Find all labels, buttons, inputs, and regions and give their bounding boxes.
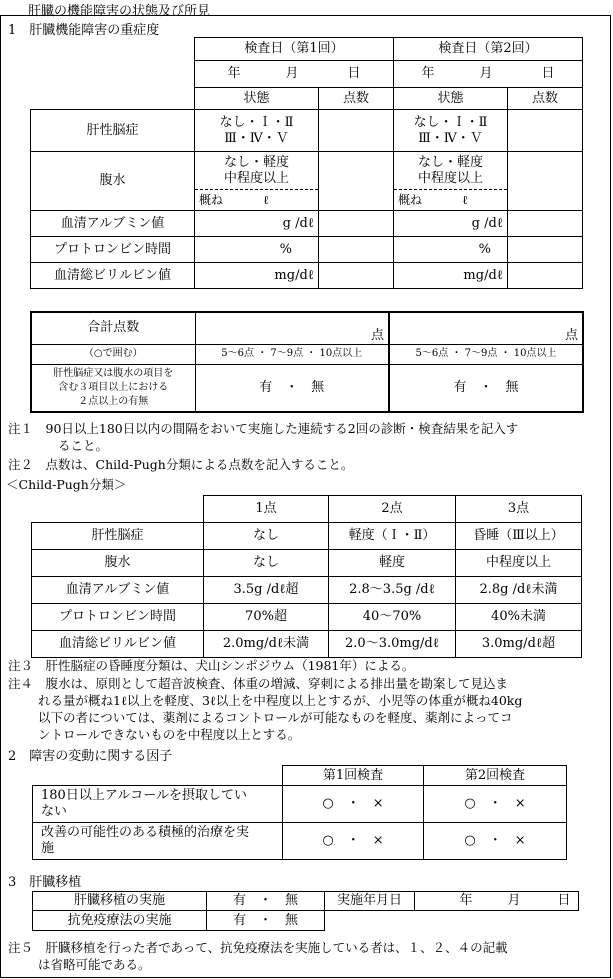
prothrombin-points-1[interactable] [319,237,394,263]
albumin-points-1[interactable] [319,211,394,237]
bilirubin-points-1[interactable] [319,263,394,289]
ascites-points-1[interactable] [319,152,394,211]
ascites-volume-2[interactable]: 概ね ℓ [394,190,508,211]
factor-treatment: 改善の可能性のある積極的治療を実 施 [33,823,283,860]
cp-row-label: 肝性脳症 [32,523,204,550]
cp-header-1: 1点 [204,496,329,523]
cp-cell: 中程度以上 [456,550,582,577]
page-title: 肝臓の機能障害の状態及び所見 [28,4,211,19]
col-points-1: 点数 [319,88,394,110]
bilirubin-value-1[interactable]: mg/dℓ [195,263,319,289]
row-bilirubin: 血清総ビリルビン値 [31,263,195,289]
section1-heading: 1 肝臓機能障害の重症度 [8,23,160,38]
row-prothrombin: プロトロンビン時間 [31,237,195,263]
cp-cell: 2.0mg/dℓ未満 [204,631,329,658]
prothrombin-value-1[interactable]: % [195,237,319,263]
note-4: 注４ 腹水は、原則として超音波検査、体重の増減、穿刺による排出量を勘案して見込ま れる量が概ね1ℓ以上を軽度、3ℓ以上を中程度以上とするが、小児等の体重が概ね40kg 以下の者については、薬剤によるコントロールが可能なものを軽度、薬剤によってコ ントロールできないものを中程度以上とする。 [8,676,523,742]
factors-table [32,765,567,860]
prothrombin-points-2[interactable] [508,237,583,263]
factor-alcohol-2[interactable]: ○ ・ × [424,786,567,823]
total-points-1[interactable]: 点 [195,312,389,344]
cp-cell: 3.5g /dℓ超 [204,577,329,604]
exam1-date-field[interactable]: 年 月 日 [195,61,394,88]
severity-table [30,37,583,289]
encephalopathy-options-2[interactable]: なし・Ｉ・Ⅱ Ⅲ・Ⅳ・Ｖ [394,110,508,152]
exam2-date-field[interactable]: 年 月 日 [394,61,583,88]
total-ranges-1[interactable]: 5〜6点 ・ 7〜9点 ・ 10点以上 [195,344,389,364]
factors-col-2: 第2回検査 [424,766,567,786]
circle-note: （○で囲む） [31,344,195,364]
encephalopathy-options-1[interactable]: なし・Ｉ・Ⅱ Ⅲ・Ⅳ・Ｖ [195,110,319,152]
exam2-header: 検査日（第2回） [394,38,583,61]
cp-cell: 2.0〜3.0mg/dℓ [329,631,456,658]
cp-row-label: 血清総ビリルビン値 [32,631,204,658]
section2-heading: 2 障害の変動に関する因子 [8,749,173,764]
factor-alcohol: 180日以上アルコールを摂取してい ない [33,786,283,823]
cp-row-label: 血清アルブミン値 [32,577,204,604]
ascites-volume-1[interactable]: 概ね ℓ [195,190,319,211]
ascites-points-2[interactable] [508,152,583,211]
col-points-2: 点数 [508,88,583,110]
condition-yes-no-1[interactable]: 有 ・ 無 [195,364,389,412]
cp-cell: 2.8g /dℓ未満 [456,577,582,604]
albumin-value-2[interactable]: g /dℓ [394,211,508,237]
factor-treatment-2[interactable]: ○ ・ × [424,823,567,860]
note-3: 注３ 肝性脳症の昏睡度分類は、犬山シンポジウム（1981年）による。 [8,658,415,673]
factors-col-1: 第1回検査 [283,766,424,786]
bilirubin-points-2[interactable] [508,263,583,289]
transplant-yes-no[interactable]: 有 ・ 無 [207,892,325,911]
immuno-yes-no[interactable]: 有 ・ 無 [207,911,325,931]
cp-cell: 軽度（Ｉ・Ⅱ） [329,523,456,550]
bilirubin-value-2[interactable]: mg/dℓ [394,263,508,289]
cp-header-3: 3点 [456,496,582,523]
total-ranges-2[interactable]: 5〜6点 ・ 7〜9点 ・ 10点以上 [389,344,583,364]
cp-cell: 昏睡（Ⅲ以上） [456,523,582,550]
albumin-points-2[interactable] [508,211,583,237]
cp-header-2: 2点 [329,496,456,523]
condition-yes-no-2[interactable]: 有 ・ 無 [389,364,583,412]
immuno-label: 抗免疫療法の実施 [33,911,207,931]
factor-alcohol-1[interactable]: ○ ・ × [283,786,424,823]
row-encephalopathy: 肝性脳症 [31,110,195,152]
note-2: 注２ 点数は、Child-Pugh分類による点数を記入すること。 [8,457,354,472]
col-state-2: 状態 [394,88,508,110]
condition-label: 肝性脳症又は腹水の項目を 含む３項目以上における ２点以上の有無 [31,364,195,412]
total-label: 合計点数 [31,312,195,344]
cp-row-label: プロトロンビン時間 [32,604,204,631]
child-pugh-title: ＜Child-Pugh分類＞ [6,477,127,492]
transplant-table [32,891,579,931]
ascites-options-1[interactable]: なし・軽度 中程度以上 [195,152,319,190]
transplant-date-label: 実施年月日 [325,892,415,911]
col-state-1: 状態 [195,88,319,110]
encephalopathy-points-1[interactable] [319,110,394,152]
factor-treatment-1[interactable]: ○ ・ × [283,823,424,860]
cp-cell: 2.8〜3.5g /dℓ [329,577,456,604]
encephalopathy-points-2[interactable] [508,110,583,152]
note-5: 注５ 肝臓移植を行った者であって、抗免疫療法を実施している者は、１、２、４の記載 は省略可能である。 [8,940,508,972]
cp-cell: なし [204,550,329,577]
cp-cell: 70%超 [204,604,329,631]
child-pugh-table [31,495,582,658]
cp-row-label: 腹水 [32,550,204,577]
cp-cell: なし [204,523,329,550]
albumin-value-1[interactable]: g /dℓ [195,211,319,237]
ascites-options-2[interactable]: なし・軽度 中程度以上 [394,152,508,190]
transplant-date-field[interactable]: 年 月 日 [415,892,579,911]
exam1-header: 検査日（第1回） [195,38,394,61]
note-1: 注１ 90日以上180日以内の間隔をおいて実施した連続する2回の診断・検査結果を記入す ること。 [8,421,519,453]
total-points-table [30,311,584,413]
cp-cell: 軽度 [329,550,456,577]
section3-heading: 3 肝臓移植 [8,875,82,890]
row-albumin: 血清アルブミン値 [31,211,195,237]
total-points-2[interactable]: 点 [389,312,583,344]
cp-cell: 3.0mg/dℓ超 [456,631,582,658]
transplant-label: 肝臓移植の実施 [33,892,207,911]
cp-cell: 40〜70% [329,604,456,631]
row-ascites: 腹水 [31,152,195,211]
cp-cell: 40%未満 [456,604,582,631]
prothrombin-value-2[interactable]: % [394,237,508,263]
